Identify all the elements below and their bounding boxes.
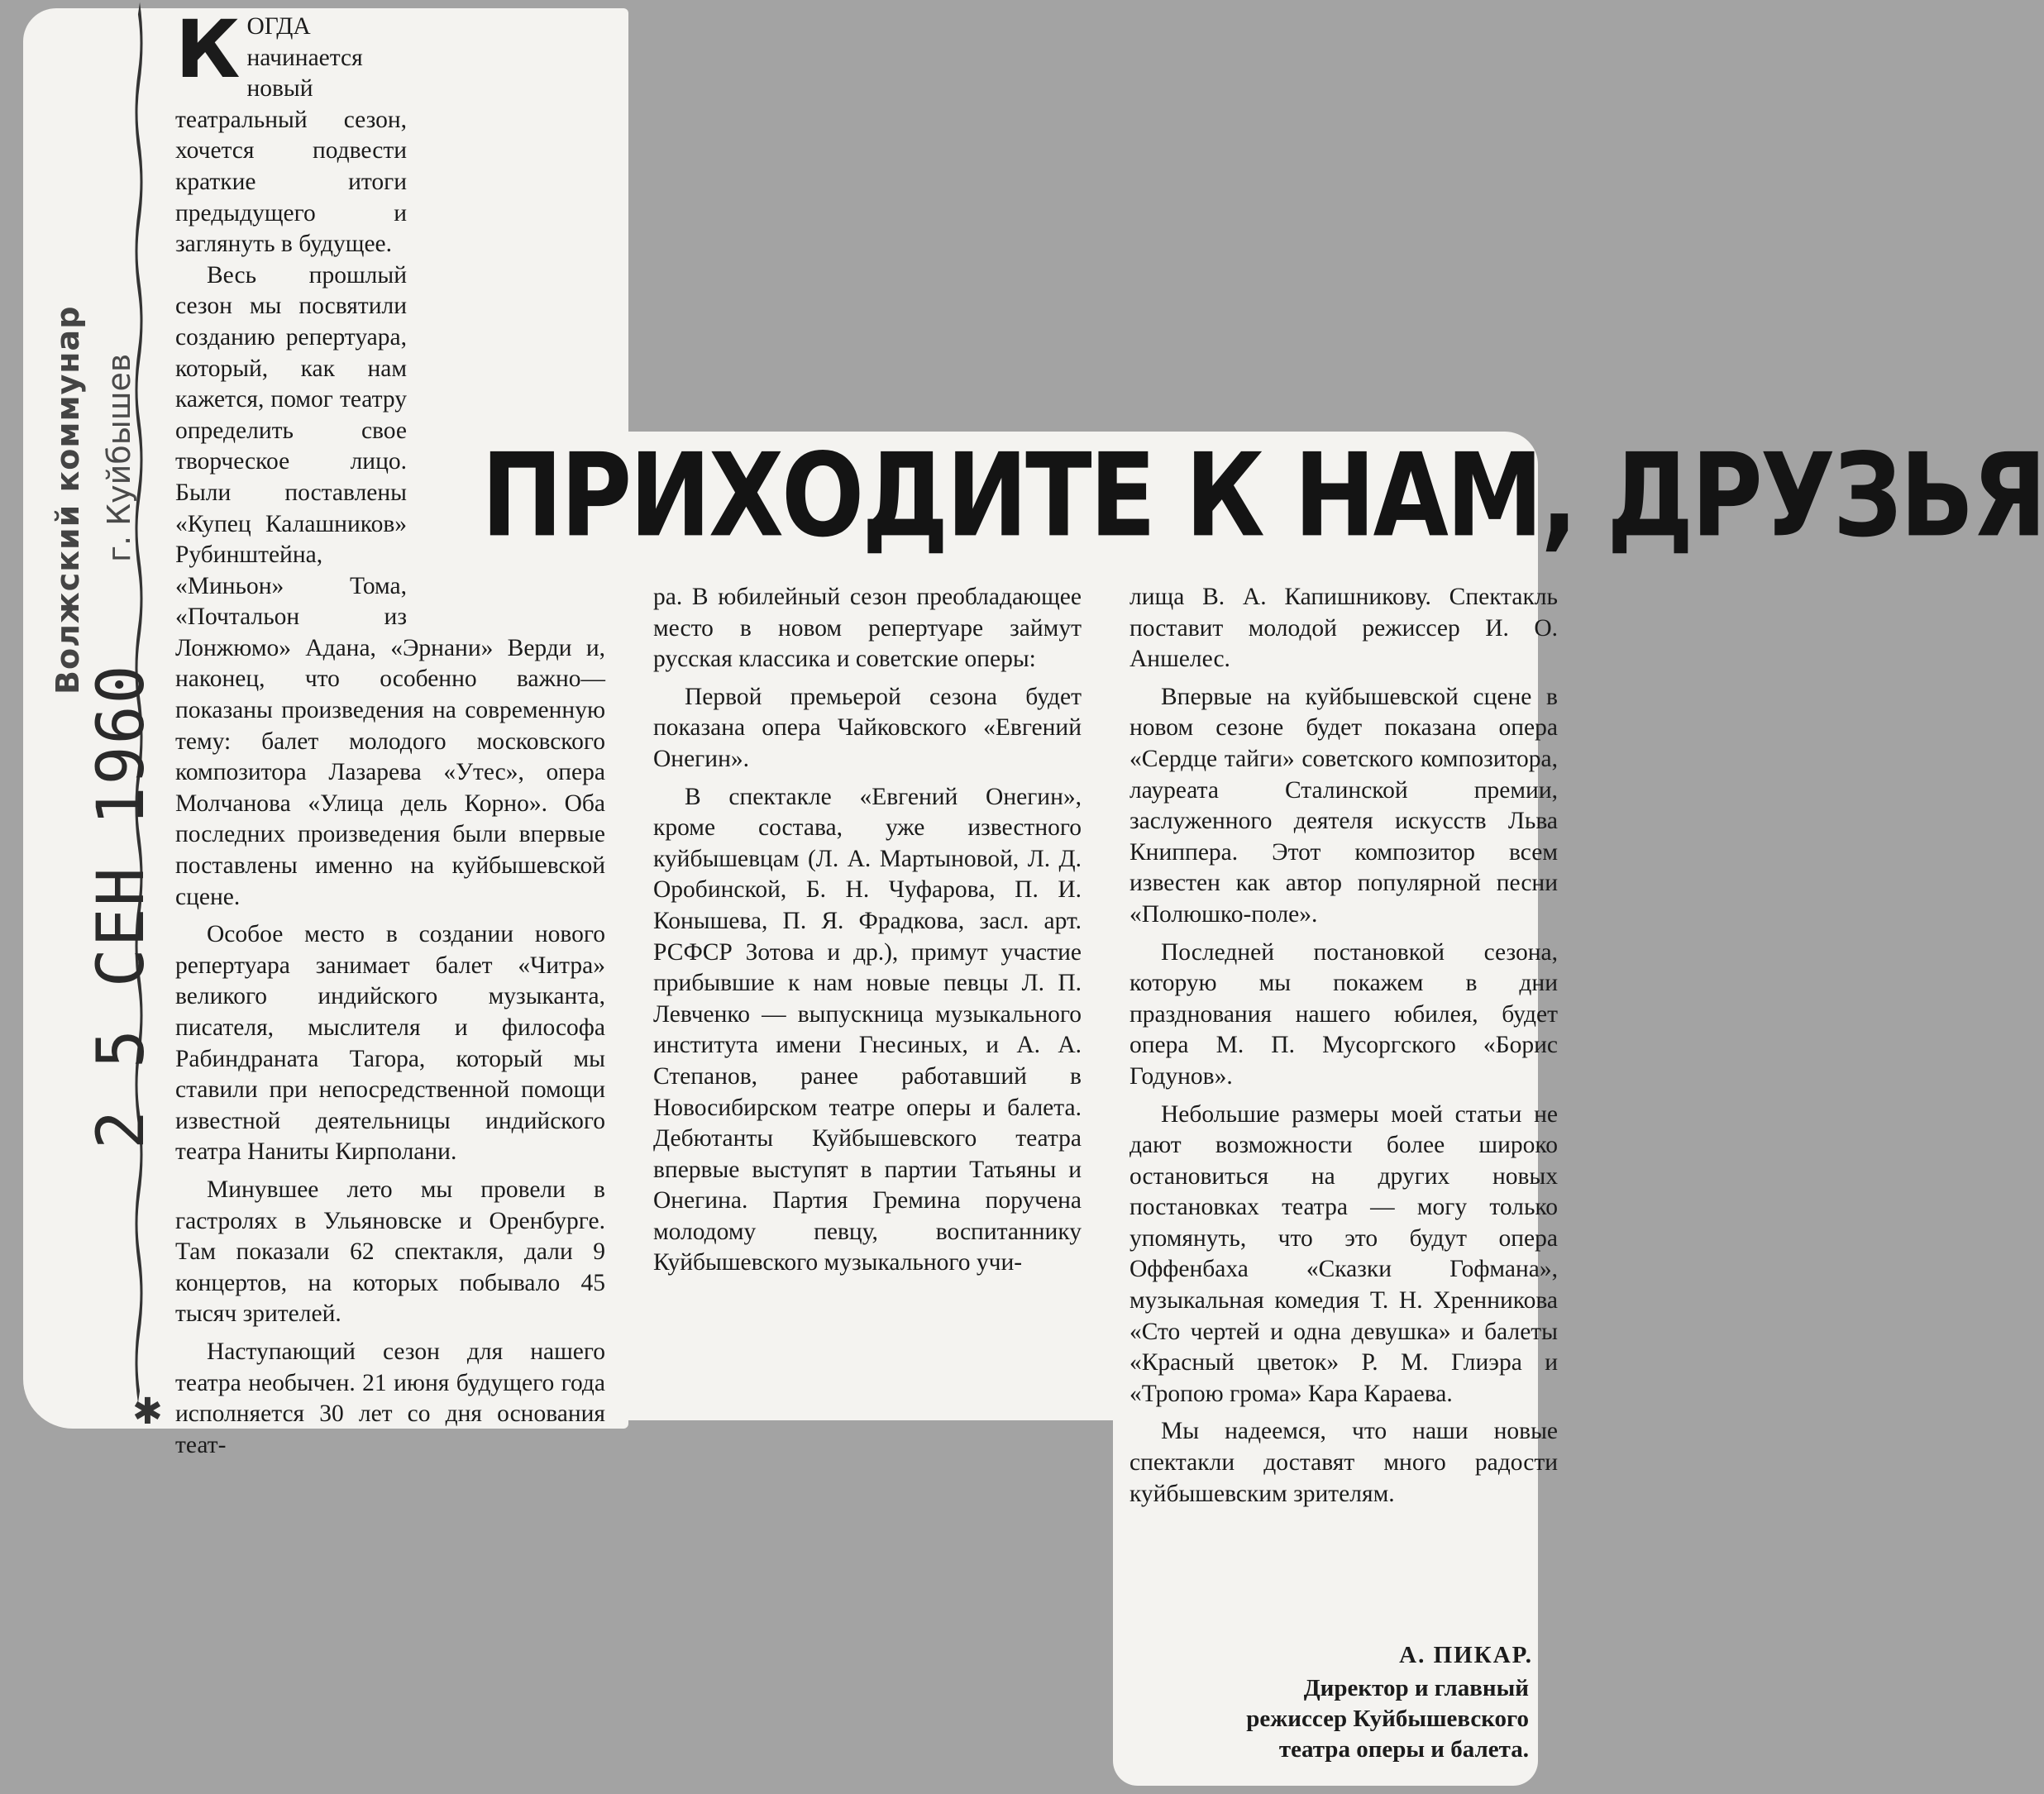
paragraph: ОГДА начинается новый театральный сезон, хочется подвести краткие итоги предыдущего и заглянуть в будущее. [175,13,407,258]
newspaper-city: г. Куйбышев [101,353,137,562]
date-stamp: 2 5 СЕН 1960 [84,663,159,1149]
article-column-3 [1129,582,1558,1510]
paragraph: Весь прошлый сезон мы посвятили созданию репертуара, который, как нам кажется, помог театру определить свое творческое лицо. Были поставлены «Купец Калашников» Рубинштейна, «Миньон» Тома, «Почтальон из Лонжюмо» Адана, «Эрнани» Верди и, наконец, что особенно важно— показаны произведения на современную тему: балет молодого московского композитора Лазарева «Утес», опера Молчанова «Улица дель Корно». Оба последних произведения были впервые поставлены именно на куйбышевской сцене. [175,261,605,910]
author-title-line-3: театра оперы и балета. [1278,1736,1529,1763]
paragraph: ра. В юбилейный сезон преобладающее место в новом репертуаре займут русская классика и советские оперы: [653,584,1082,673]
article-column-1 [175,3,605,1461]
author-title-line-1: Директор и главный [1303,1675,1529,1701]
paragraph: Мы надеемся, что наши новые спектакли доставят много радости куйбышевским зрителям. [1129,1418,1558,1507]
headline-wrap-space [407,408,605,623]
paragraph: Минувшее лето мы провели в гастролях в Ульяновске и Оренбурге. Там показали 62 спектакля, дали 9 концертов, на которых побывало 45 тысяч зрителей. [175,1176,605,1328]
paragraph: Последней постановкой сезона, которую мы покажем в дни празднования нашего юбилея, будет опера М. П. Мусоргского «Борис Годунов». [1129,938,1558,1090]
newspaper-name: Волжский коммунар [50,305,86,694]
asterisk-mark: ✱ [132,1391,163,1433]
paragraph: Первой премьерой сезона будет показана опера Чайковского «Евгений Онегин». [653,683,1082,772]
paragraph: лища В. А. Капишникову. Спектакль поставит молодой режиссер И. О. Аншелес. [1129,584,1558,673]
paragraph: Небольшие размеры моей статьи не дают возможности более широко остановиться на других новых постановках театра — могу только упомянуть, что это будут опера Оффенбаха «Сказки Гофмана», музыкальная комедия Т. Н. Хренникова «Сто чертей и одна девушка» и балеты «Красный цветок» Р. М. Глиэра и «Тропою грома» Кара Караева. [1129,1100,1558,1407]
article-headline: ПРИХОДИТЕ К НАМ, ДРУЗЬЯ [481,427,2044,563]
article-column-2 [653,582,1082,1279]
paragraph: Впервые на куйбышевской сцене в новом сезоне будет показана опера «Сердце тайги» советского композитора, лауреата Сталинской премии, заслуженного деятеля искусств Льва Книппера. Этот композитор всем известен как автор популярной песни «Полюшко-поле». [1129,683,1558,928]
author-name: А. ПИКАР. [1399,1642,1533,1668]
paragraph: В спектакле «Евгений Онегин», кроме состава, уже известного куйбышевцам (Л. А. Мартыновой, Л. Д. Оробинской, Б. Н. Чуфарова, П. И. Конышева, П. Я. Фрадкова, засл. арт. РСФСР Зотова и др.), примут участие прибывшие к нам новые певцы Л. П. Левченко — выпускница музыкального института имени Гнесиных, и А. А. Степанов, ранее работавший в Новосибирском театре оперы и балета. Дебютанты Куйбышевского театра впервые выступят в партии Татьяны и Онегина. Партия Гремина поручена молодому певцу, воспитаннику Куйбышевского музыкального учи- [653,783,1082,1276]
drop-cap: К [175,3,241,96]
paragraph: Особое место в создании нового репертуара занимает балет «Читра» великого индийского музыканта, писателя, мыслителя и философа Рабиндраната Тагора, который мы ставили при непосредственной помощи известной деятельницы индийского театра Наниты Кирполани. [175,921,605,1166]
paragraph: Наступающий сезон для нашего театра необычен. 21 июня будущего года исполняется 30 лет со дня основания теат- [175,1338,605,1458]
author-title-line-2: режиссер Куйбышевского [1246,1706,1529,1732]
